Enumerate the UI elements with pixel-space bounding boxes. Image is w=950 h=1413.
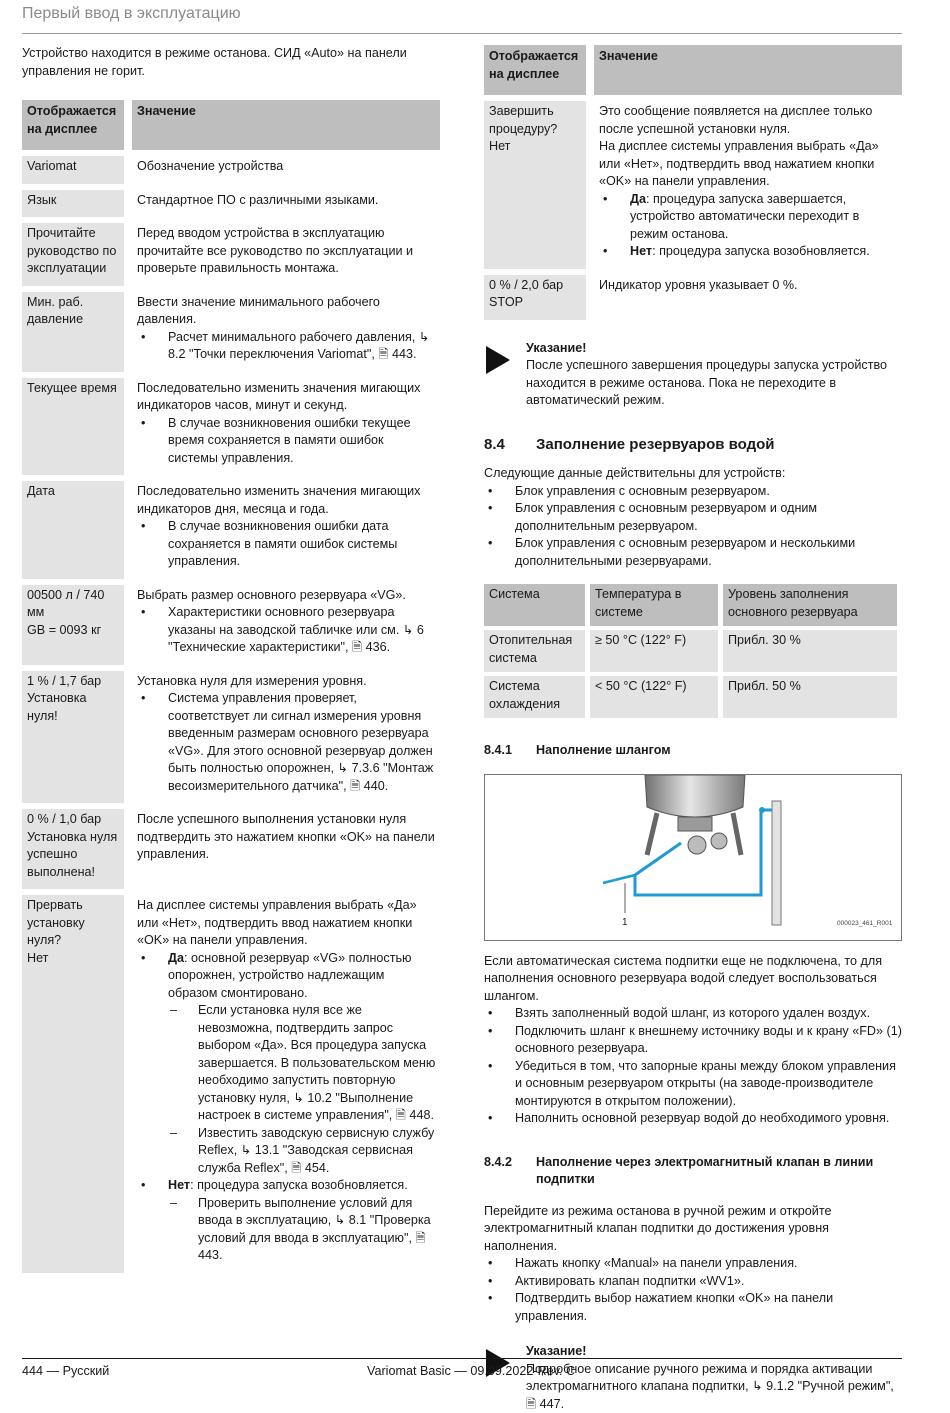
intro-text: Устройство находится в режиме останова. СИД «Auto» на панели управления не горит. [22,45,440,80]
right-column [484,39,902,1413]
row-value: Перед вводом устройства в эксплуатацию прочитайте все руководство по эксплуатации и проверьте правильность монтажа. [132,223,440,286]
table-cell: Прибл. 30 % [723,630,902,672]
header-meaning: Значение [132,100,440,150]
figure-callout: 1 [622,917,628,928]
footer-divider [22,1358,902,1359]
row-value [594,101,902,269]
section-intro: Следующие данные действительны для устройств: [484,465,902,483]
tank-hose-illustration [485,775,901,940]
row-key: Мин. раб. давление [22,292,132,372]
table-header-row [22,100,440,150]
row-value [132,292,440,372]
section-title: Наполнение шлангом [536,742,671,760]
row-key-line: GB = 0093 кг [27,622,120,640]
subsection-heading [484,742,902,760]
note-arrow-icon [486,346,510,374]
startup-table [22,94,440,1279]
table-row [22,481,440,579]
list-item [137,1177,436,1265]
row-key-line: Нет [27,950,120,968]
row-value: Стандартное ПО с различными языками. [132,190,440,218]
row-key-line: Завершить процедуру? [489,103,582,138]
page-header-title: Первый ввод в эксплуатацию [22,5,241,23]
row-text: Это сообщение появляется на дисплее только после успешной установки нуля. [599,103,898,138]
list-item: • Система управления проверяет, соответствует ли сигнал измерения уровня введенным размерам основного резервуара «VG». Для этого основной резервуар должен быть полностью опорожнен, ↳ 7.3.6 "Монтаж весоизмерительного датчика", 🗎 440. [137,690,436,795]
table-row [22,809,440,889]
row-text: Установка нуля для измерения уровня. [137,673,436,691]
list-item: • Наполнить основной резервуар водой до необходимого уровня. [484,1110,902,1128]
table-row [22,156,440,184]
row-value [132,481,440,579]
table-row [22,895,440,1273]
row-key-line: 0 % / 2,0 бар [489,277,582,295]
table-row [22,292,440,372]
header-display: Отображается на дисплее [22,100,132,150]
row-key [22,809,132,889]
note-title: Указание! [526,1343,902,1361]
row-value: После успешного выполнения установки нуля подтвердить это нажатием кнопки «OK» на панели управления. [132,809,440,889]
row-key-line: STOP [489,294,582,312]
table-header-row [484,584,902,626]
table-cell: Система охлаждения [484,676,590,718]
table-header-row [484,45,902,95]
row-key-line: 00500 л / 740 мм [27,587,120,622]
row-key-line: 1 % / 1,7 бар [27,673,120,691]
row-key: Прочитайте руководство по эксплуатации [22,223,132,286]
bold-term: Нет [630,244,652,258]
row-key [22,671,132,804]
note-text: После успешного завершения процедуры запуска устройство находится в режиме останова. Пока не переходите в автоматический режим. [526,357,902,410]
section-title: Заполнение резервуаров водой [536,436,775,454]
row-key: Дата [22,481,132,579]
header-meaning: Значение [594,45,902,95]
bold-term: Да [168,951,184,965]
row-key-line: Установка нуля успешно выполнена! [27,829,120,882]
figure-code: 000023_461_R001 [837,920,893,927]
table-row [484,275,902,320]
list-item: • Убедиться в том, что запорные краны между блоком управления и основным резервуаром открыты (на заводе-производителе монтируются в открытом положении). [484,1058,902,1111]
row-key: Язык [22,190,132,218]
list-item [599,191,898,244]
row-text: Выбрать размер основного резервуара «VG». [137,587,436,605]
list-item: • Блок управления с основным резервуаром и одним дополнительным резервуаром. [484,500,902,535]
fill-level-table [484,580,902,722]
row-key-line: Прервать установку нуля? [27,897,120,950]
footer-doc: Variomat Basic — 09.09.2022-Rev. C [367,1363,575,1381]
table-row [22,190,440,218]
row-key [22,895,132,1273]
table-row [484,101,902,269]
sub-list-item: – Проверить выполнение условий для ввода в эксплуатацию, ↳ 8.1 "Проверка условий для ввода в эксплуатацию", 🗎 443. [168,1195,436,1265]
row-value: Индикатор уровня указывает 0 %. [594,275,902,320]
bold-term: Да [630,192,646,206]
row-text: Последовательно изменить значения мигающих индикаторов дня, месяца и года. [137,483,436,518]
left-column [22,45,440,1279]
list-text: : процедура запуска возобновляется. [652,244,870,258]
table-row [484,676,902,718]
row-key-line: Установка нуля! [27,690,120,725]
table-row [484,630,902,672]
note-text: Подробное описание ручного режима и порядка активации электромагнитного клапана подпитки, ↳ 9.1.2 "Ручной режим", 🗎 447. [526,1361,902,1413]
row-key: Текущее время [22,378,132,476]
row-text: На дисплее системы управления выбрать «Да» или «Нет», подтвердить ввод нажатием кнопки «OK» на панели управления. [137,897,436,950]
list-item: • Взять заполненный водой шланг, из которого удален воздух. [484,1005,902,1023]
section-number: 8.4.2 [484,1154,536,1189]
row-value [132,378,440,476]
sub-list-item: – Известить заводскую сервисную службу Reflex, ↳ 13.1 "Заводская сервисная служба Reflex", 🗎 454. [168,1125,436,1178]
row-value [132,671,440,804]
list-item: • Активировать клапан подпитки «WV1». [484,1273,902,1291]
header-divider [22,33,902,34]
list-item: • Характеристики основного резервуара указаны на заводской табличке или см. ↳ 6 "Технические характеристики", 🗎 436. [137,604,436,657]
list-item: • Блок управления с основным резервуаром. [484,483,902,501]
list-item: • Расчет минимального рабочего давления, ↳ 8.2 "Точки переключения Variomat", 🗎 443. [137,329,436,364]
table-cell: Прибл. 50 % [723,676,902,718]
list-item [599,243,898,261]
list-text: : процедура запуска возобновляется. [190,1178,408,1192]
header-display: Отображается на дисплее [484,45,594,95]
list-item: • Блок управления с основным резервуаром и несколькими дополнительными резервуарами. [484,535,902,570]
row-key-line: Нет [489,138,582,156]
table-cell: < 50 °C (122° F) [590,676,723,718]
section-number: 8.4 [484,436,536,454]
row-key [484,101,594,269]
footer-page: 444 — Русский [22,1363,109,1381]
table-row [22,223,440,286]
table-cell: ≥ 50 °C (122° F) [590,630,723,672]
list-item: • Подтвердить выбор нажатием кнопки «OK» на панели управления. [484,1290,902,1325]
header-cell: Температура в системе [590,584,723,626]
section-title: Наполнение через электромагнитный клапан в линии подпитки [536,1154,902,1189]
note-block [484,340,902,410]
row-key: Variomat [22,156,132,184]
list-item: • В случае возникновения ошибки дата сохраняется в памяти ошибок системы управления. [137,518,436,571]
list-item [137,950,436,1178]
header-cell: Система [484,584,590,626]
section-heading [484,436,902,454]
section-number: 8.4.1 [484,742,536,760]
row-key [484,275,594,320]
list-item: • Нажать кнопку «Manual» на панели управления. [484,1255,902,1273]
row-text: На дисплее системы управления выбрать «Да» или «Нет», подтвердить ввод нажатием кнопки «OK» на панели управления. [599,138,898,191]
list-item: • В случае возникновения ошибки текущее время сохраняется в памяти ошибок системы управления. [137,415,436,468]
table-row [22,378,440,476]
header-cell: Уровень заполнения основного резервуара [723,584,902,626]
row-value [132,585,440,665]
valve-steps-list [484,1255,902,1325]
startup-table-continued [484,39,902,326]
row-value: Обозначение устройства [132,156,440,184]
note-title: Указание! [526,340,902,358]
list-item: • Подключить шланг к внешнему источнику воды и к крану «FD» (1) основного резервуара. [484,1023,902,1058]
table-row [22,671,440,804]
row-key [22,585,132,665]
list-text: : процедура запуска завершается, устройство автоматически переходит в режим останова. [630,192,859,241]
row-text: Ввести значение минимального рабочего давления. [137,294,436,329]
hose-steps-list [484,1005,902,1128]
table-cell: Отопительная система [484,630,590,672]
sub-list-item: – Если установка нуля все же невозможна, подтвердить запрос выбором «Да». Вся процедура запуска завершается. В пользовательском меню необходимо запустить повторную установку нуля, ↳ 10.2 "Выполнение настроек в системе управления", 🗎 448. [168,1002,436,1125]
hose-filling-figure [484,774,902,941]
section-text: Если автоматическая система подпитки еще не подключена, то для наполнения основного резервуара водой следует воспользоваться шлангом. [484,953,902,1006]
bold-term: Нет [168,1178,190,1192]
row-text: Последовательно изменить значения мигающих индикаторов часов, минут и секунд. [137,380,436,415]
device-list [484,483,902,571]
row-key-line: 0 % / 1,0 бар [27,811,120,829]
table-row [22,585,440,665]
subsection-heading [484,1154,902,1189]
list-text: : основной резервуар «VG» полностью опорожнен, устройство надлежащим образом смонтировано. [168,951,412,1000]
row-value [132,895,440,1273]
section-text: Перейдите из режима останова в ручной режим и откройте электромагнитный клапан подпитки до достижения уровня наполнения. [484,1203,902,1256]
